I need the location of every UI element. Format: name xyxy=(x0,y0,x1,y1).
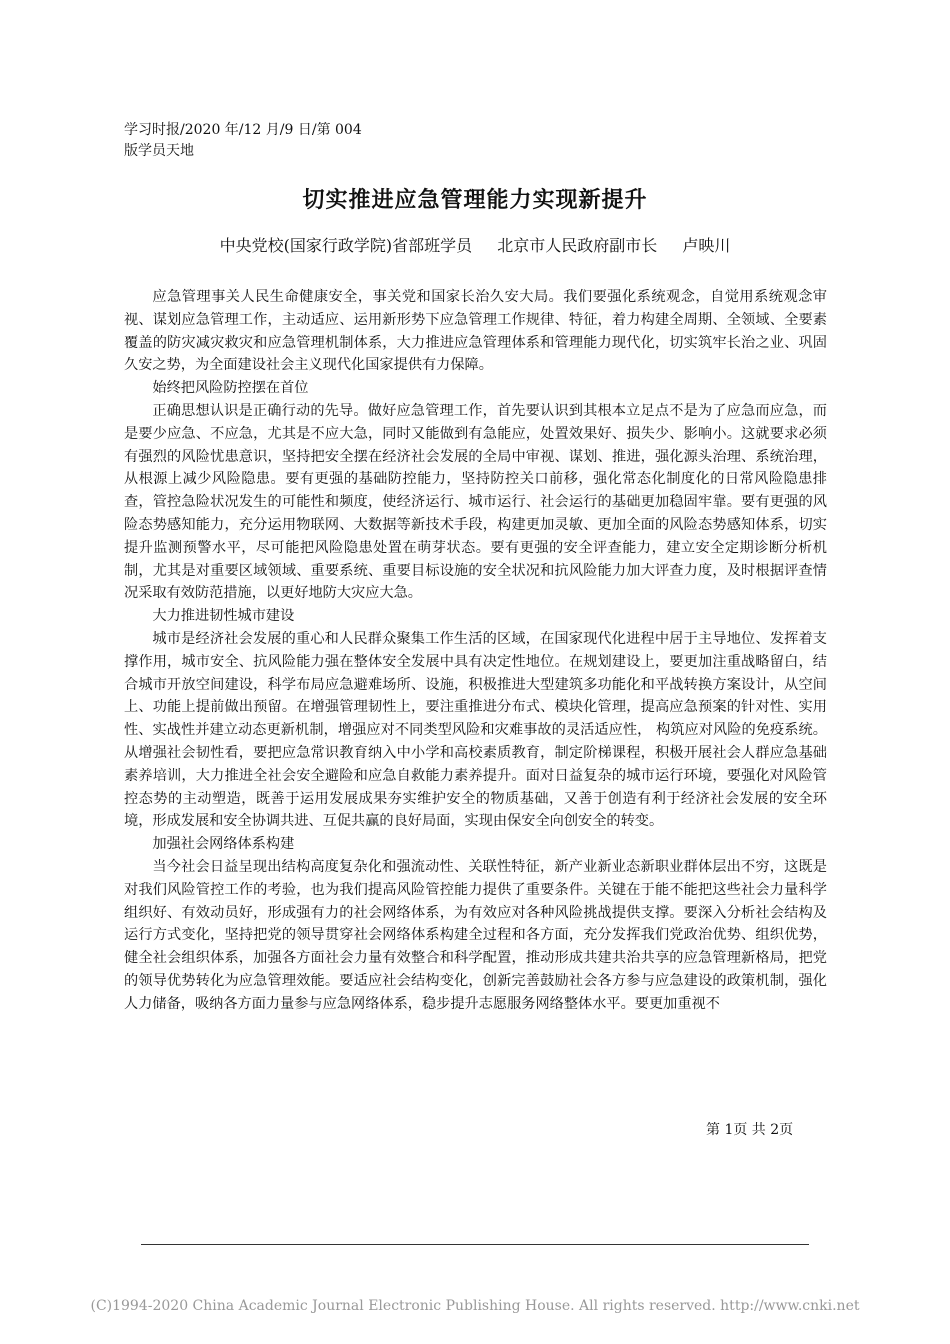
paragraph-intro: 应急管理事关人民生命健康安全，事关党和国家长治久安大局。我们要强化系统观念，自觉用系统观念审视、谋划应急管理工作，主动适应、运用新形势下应急管理工作规律、特征，着力构建全周期、全领域、全要素覆盖的防灾减灾救灾和应急管理机制体系，大力推进应急管理体系和管理能力现代化，切实筑牢长治之业、巩固久安之势，为全面建设社会主义现代化国家提供有力保障。 xyxy=(124,289,827,374)
paragraph-social-network: 当今社会日益呈现出结构高度复杂化和强流动性、关联性特征，新产业新业态新职业群体层出不穷，这既是对我们风险管控工作的考验，也为我们提高风险管控能力提供了重要条件。关键在于能不能把这些社会力量科学组织好、有效动员好，形成强有力的社会网络体系，为有效应对各种风险挑战提供支撑。要深入分析社会结构及运行方式变化，坚持把党的领导贯穿社会网络体系构建全过程和各方面，充分发挥我们党政治优势、组织优势，健全社会组织体系，加强各方面社会力量有效整合和科学配置，推动形成共建共治共享的应急管理新格局，把党的领导优势转化为应急管理效能。要适应社会结构变化，创新完善鼓励社会各方参与应急建设的政策机制，强化人力储备，吸纳各方面力量参与应急网络体系，稳步提升志愿服务网络整体水平。要更加重视不 xyxy=(124,858,827,1012)
copyright-footer: (C)1994-2020 China Academic Journal Electronic Publishing House. All rights reserved. http://www.cnki.net xyxy=(90,1298,860,1314)
article-title: 切实推进应急管理能力实现新提升 xyxy=(302,188,648,213)
byline-author: 卢映川 xyxy=(682,236,731,255)
paragraph-resilient-city: 城市是经济社会发展的重心和人民群众聚集工作生活的区域，在国家现代化进程中居于主导地位、发挥着支撑作用，城市安全、抗风险能力强在整体安全发展中具有决定性地位。在规划建设上，要更加注重战略留白，结合城市开放空间建设，科学布局应急避难场所、设施，积极推进大型建筑多功能化和平战转换方案设计，从空间上、功能上提前做出预留。在增强管理韧性上，要注重推进分布式、模块化管理，提高应急预案的针对性、实用性、实战性并建立动态更新机制，增强应对不同类型风险和灾难事故的灵活适应性， 构筑应对风险的免疫系统。 从增强社会韧性看，要把应急常识教育纳入中小学和高校素质教育，制定阶梯课程，积极开展社会人群应急基础素养培训，大力推进全社会安全避险和应急自救能力素养提升。面对日益复杂的城市运行环境，要强化对风险管控态势的主动塑造，既善于运用发展成果夯实维护安全的物质基础，又善于创造有利于经济社会发展的安全环境，形成发展和安全协调共进、互促共赢的良好局面，实现由保安全向创安全的转变。 xyxy=(124,630,827,830)
byline-organization: 中央党校(国家行政学院)省部班学员 xyxy=(219,236,473,255)
section-heading-social-network: 加强社会网络体系构建 xyxy=(152,836,295,853)
byline-role: 北京市人民政府副市长 xyxy=(497,236,658,255)
footer-divider xyxy=(141,1244,809,1245)
page-number: 第 1页 共 2页 xyxy=(706,1122,794,1138)
publication-header xyxy=(124,120,362,162)
publication-source-line: 学习时报/2020 年/12 月/9 日/第 004 xyxy=(124,122,362,138)
section-heading-risk-control: 始终把风险防控摆在首位 xyxy=(152,380,309,397)
article-body xyxy=(124,286,827,1016)
paragraph-risk-control: 正确思想认识是正确行动的先导。做好应急管理工作，首先要认识到其根本立足点不是为了应急而应急，而是要少应急、不应急，尤其是不应大急，同时又能做到有急能应，处置效果好、损失少、影响小。这就要求必须有强烈的风险忧患意识，坚持把安全摆在经济社会发展的全局中审视、谋划、推进，强化源头治理、系统治理，从根源上减少风险隐患。要有更强的基础防控能力，坚持防控关口前移，强化常态化制度化的日常风险隐患排查，管控急险状况发生的可能性和频度，使经济运行、城市运行、社会运行的基础更加稳固牢靠。要有更强的风险态势感知能力，充分运用物联网、大数据等新技术手段，构建更加灵敏、更加全面的风险态势感知体系，切实提升监测预警水平，尽可能把风险隐患处置在萌芽状态。要有更强的安全评查能力，建立安全定期诊断分析机制，尤其是对重要区域领域、重要系统、重要目标设施的安全状况和抗风险能力加大评查力度，及时根据评查情况采取有效防范措施，以更好地防大灾应大急。 xyxy=(124,402,827,602)
publication-section-line: 版学员天地 xyxy=(124,143,194,159)
article-byline xyxy=(0,234,950,258)
section-heading-resilient-city: 大力推进韧性城市建设 xyxy=(152,608,295,625)
